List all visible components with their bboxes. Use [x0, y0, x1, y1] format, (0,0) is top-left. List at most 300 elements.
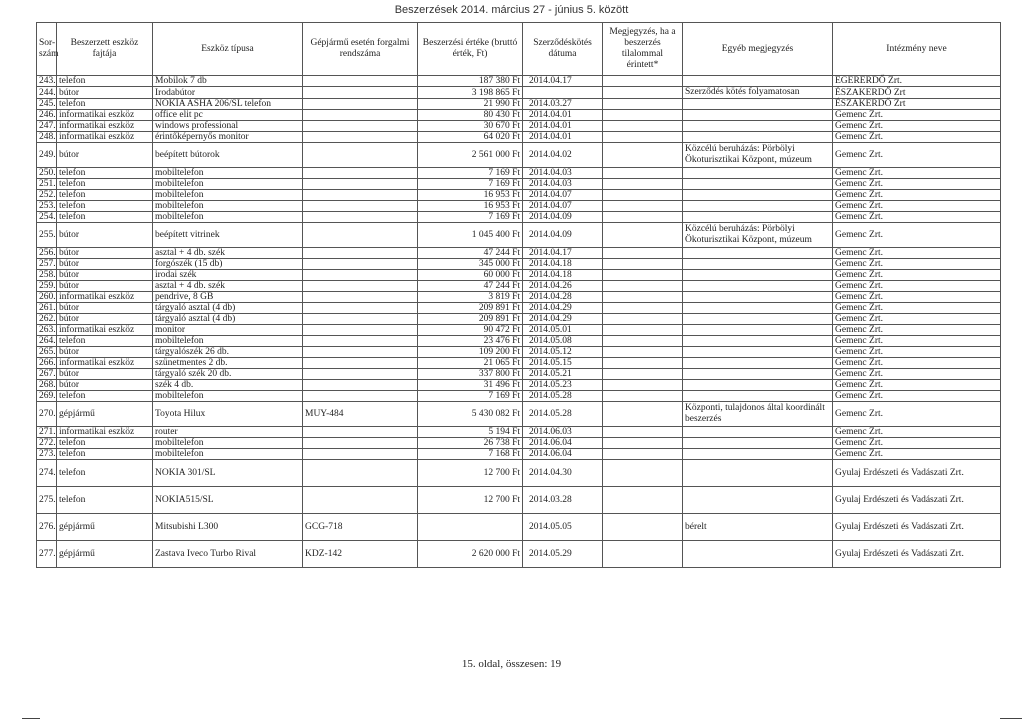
row-restriction-note [603, 514, 683, 541]
row-contract-date: 2014.04.18 [523, 259, 603, 270]
row-restriction-note [603, 259, 683, 270]
row-number: 265. [37, 347, 57, 358]
row-device-type: szék 4 db. [153, 380, 303, 391]
row-device-type: érintőképernyős monitor [153, 132, 303, 143]
table-row [37, 201, 1001, 212]
row-asset-type: gépjármű [57, 541, 153, 568]
row-number: 245. [37, 99, 57, 110]
row-contract-date: 2014.04.09 [523, 223, 603, 248]
row-value: 209 891 Ft [418, 314, 523, 325]
row-restriction-note [603, 347, 683, 358]
row-device-type: asztal + 4 db. szék [153, 248, 303, 259]
row-plate [303, 303, 418, 314]
row-device-type: mobiltelefon [153, 168, 303, 179]
row-restriction-note [603, 292, 683, 303]
row-restriction-note [603, 212, 683, 223]
row-contract-date: 2014.05.05 [523, 514, 603, 541]
header-megjegyzes: Megjegyzés, ha a beszerzés tilalommal érintett* [603, 23, 683, 76]
row-other-note [683, 487, 833, 514]
row-institution: Gemenc Zrt. [833, 212, 1001, 223]
row-asset-type: telefon [57, 336, 153, 347]
row-number: 261. [37, 303, 57, 314]
table-row [37, 270, 1001, 281]
row-other-note [683, 248, 833, 259]
row-device-type: irodai szék [153, 270, 303, 281]
row-plate [303, 487, 418, 514]
row-other-note: Szerződés kötés folyamatosan [683, 87, 833, 99]
row-number: 273. [37, 449, 57, 460]
row-device-type: mobiltelefon [153, 449, 303, 460]
row-institution: Gemenc Zrt. [833, 325, 1001, 336]
row-institution: Gemenc Zrt. [833, 314, 1001, 325]
table-row [37, 259, 1001, 270]
row-institution: EGERERDŐ Zrt. [833, 76, 1001, 87]
row-asset-type: informatikai eszköz [57, 121, 153, 132]
row-number: 247. [37, 121, 57, 132]
table-row [37, 168, 1001, 179]
row-restriction-note [603, 168, 683, 179]
row-plate [303, 190, 418, 201]
row-institution: Gyulaj Erdészeti és Vadászati Zrt. [833, 514, 1001, 541]
row-restriction-note [603, 391, 683, 402]
row-restriction-note [603, 223, 683, 248]
row-other-note [683, 460, 833, 487]
row-device-type: monitor [153, 325, 303, 336]
row-device-type: Mitsubishi L300 [153, 514, 303, 541]
row-institution: Gemenc Zrt. [833, 143, 1001, 168]
row-other-note [683, 325, 833, 336]
row-institution: Gemenc Zrt. [833, 132, 1001, 143]
row-asset-type: telefon [57, 201, 153, 212]
row-value: 2 561 000 Ft [418, 143, 523, 168]
row-value: 5 194 Ft [418, 427, 523, 438]
row-device-type: Mobilok 7 db [153, 76, 303, 87]
row-plate [303, 380, 418, 391]
row-device-type: Irodabútor [153, 87, 303, 99]
row-number: 263. [37, 325, 57, 336]
row-value: 16 953 Ft [418, 190, 523, 201]
row-other-note [683, 190, 833, 201]
row-asset-type: telefon [57, 449, 153, 460]
row-device-type: NOKIA515/SL [153, 487, 303, 514]
row-device-type: mobiltelefon [153, 391, 303, 402]
row-other-note [683, 201, 833, 212]
row-institution: Gemenc Zrt. [833, 281, 1001, 292]
row-asset-type: telefon [57, 190, 153, 201]
row-asset-type: bútor [57, 259, 153, 270]
row-asset-type: bútor [57, 303, 153, 314]
row-value: 12 700 Ft [418, 487, 523, 514]
row-restriction-note [603, 281, 683, 292]
row-device-type: szünetmentes 2 db. [153, 358, 303, 369]
row-device-type: tárgyaló asztal (4 db) [153, 303, 303, 314]
row-institution: Gemenc Zrt. [833, 438, 1001, 449]
row-asset-type: telefon [57, 212, 153, 223]
row-plate [303, 248, 418, 259]
row-asset-type: telefon [57, 99, 153, 110]
row-restriction-note [603, 132, 683, 143]
row-number: 256. [37, 248, 57, 259]
row-plate [303, 201, 418, 212]
row-plate: KDZ-142 [303, 541, 418, 568]
row-contract-date: 2014.04.03 [523, 179, 603, 190]
row-institution: Gemenc Zrt. [833, 391, 1001, 402]
row-plate [303, 143, 418, 168]
row-contract-date: 2014.05.21 [523, 369, 603, 380]
row-institution: Gemenc Zrt. [833, 168, 1001, 179]
row-other-note [683, 427, 833, 438]
row-other-note [683, 132, 833, 143]
row-other-note: bérelt [683, 514, 833, 541]
row-contract-date: 2014.04.02 [523, 143, 603, 168]
row-restriction-note [603, 110, 683, 121]
row-device-type: NOKIA 301/SL [153, 460, 303, 487]
edge-mark-right [1000, 718, 1022, 719]
row-contract-date [523, 87, 603, 99]
row-restriction-note [603, 76, 683, 87]
row-number: 264. [37, 336, 57, 347]
table-row [37, 541, 1001, 568]
row-restriction-note [603, 336, 683, 347]
row-institution: Gemenc Zrt. [833, 427, 1001, 438]
header-egyeb: Egyéb megjegyzés [683, 23, 833, 76]
row-value: 7 169 Ft [418, 179, 523, 190]
row-asset-type: telefon [57, 438, 153, 449]
table-row [37, 99, 1001, 110]
row-other-note [683, 347, 833, 358]
row-restriction-note [603, 402, 683, 427]
table-row [37, 132, 1001, 143]
row-other-note [683, 380, 833, 391]
row-plate [303, 168, 418, 179]
row-asset-type: bútor [57, 270, 153, 281]
row-asset-type: informatikai eszköz [57, 358, 153, 369]
row-value: 12 700 Ft [418, 460, 523, 487]
row-value: 23 476 Ft [418, 336, 523, 347]
row-restriction-note [603, 325, 683, 336]
table-header [37, 23, 1001, 76]
row-asset-type: informatikai eszköz [57, 325, 153, 336]
row-plate [303, 76, 418, 87]
row-institution: Gemenc Zrt. [833, 179, 1001, 190]
row-number: 252. [37, 190, 57, 201]
row-restriction-note [603, 143, 683, 168]
row-plate [303, 87, 418, 99]
row-device-type: mobiltelefon [153, 190, 303, 201]
row-plate [303, 110, 418, 121]
table-row [37, 427, 1001, 438]
row-restriction-note [603, 358, 683, 369]
table-row [37, 325, 1001, 336]
row-institution: Gyulaj Erdészeti és Vadászati Zrt. [833, 460, 1001, 487]
row-contract-date: 2014.04.17 [523, 248, 603, 259]
row-asset-type: bútor [57, 223, 153, 248]
header-sor: Sor-szám [37, 23, 57, 76]
row-device-type: mobiltelefon [153, 179, 303, 190]
row-plate [303, 212, 418, 223]
table-row [37, 487, 1001, 514]
row-plate [303, 347, 418, 358]
header-ertek: Beszerzési értéke (bruttó érték, Ft) [418, 23, 523, 76]
row-contract-date: 2014.04.18 [523, 270, 603, 281]
table-row [37, 380, 1001, 391]
row-restriction-note [603, 314, 683, 325]
procurement-table [36, 22, 1001, 568]
row-plate: MUY-484 [303, 402, 418, 427]
row-plate [303, 449, 418, 460]
row-other-note [683, 168, 833, 179]
row-institution: Gemenc Zrt. [833, 190, 1001, 201]
row-value: 31 496 Ft [418, 380, 523, 391]
row-plate [303, 427, 418, 438]
row-device-type: Toyota Hilux [153, 402, 303, 427]
row-restriction-note [603, 179, 683, 190]
table-row [37, 347, 1001, 358]
row-plate [303, 438, 418, 449]
row-value: 337 800 Ft [418, 369, 523, 380]
row-device-type: NOKIA ASHA 206/SL telefon [153, 99, 303, 110]
row-contract-date: 2014.05.15 [523, 358, 603, 369]
row-number: 262. [37, 314, 57, 325]
row-institution: Gemenc Zrt. [833, 369, 1001, 380]
row-institution: Gemenc Zrt. [833, 201, 1001, 212]
row-plate [303, 259, 418, 270]
row-contract-date: 2014.05.28 [523, 391, 603, 402]
row-value: 7 169 Ft [418, 391, 523, 402]
row-plate [303, 281, 418, 292]
row-restriction-note [603, 541, 683, 568]
table-row [37, 438, 1001, 449]
row-number: 269. [37, 391, 57, 402]
row-device-type: mobiltelefon [153, 212, 303, 223]
row-plate [303, 325, 418, 336]
row-restriction-note [603, 460, 683, 487]
row-contract-date: 2014.06.04 [523, 449, 603, 460]
row-contract-date: 2014.03.28 [523, 487, 603, 514]
row-number: 243. [37, 76, 57, 87]
row-contract-date: 2014.05.12 [523, 347, 603, 358]
row-value: 3 819 Ft [418, 292, 523, 303]
row-contract-date: 2014.05.08 [523, 336, 603, 347]
row-number: 272. [37, 438, 57, 449]
row-number: 257. [37, 259, 57, 270]
row-asset-type: bútor [57, 248, 153, 259]
table-row [37, 514, 1001, 541]
row-other-note: Közcélú beruházás: Pörbölyi Ökoturisztikai Központ, múzeum [683, 143, 833, 168]
row-plate [303, 460, 418, 487]
row-plate [303, 223, 418, 248]
row-asset-type: telefon [57, 179, 153, 190]
row-other-note [683, 303, 833, 314]
row-other-note [683, 449, 833, 460]
table-row [37, 292, 1001, 303]
row-number: 244. [37, 87, 57, 99]
row-number: 277. [37, 541, 57, 568]
row-number: 259. [37, 281, 57, 292]
row-institution: ÉSZAKERDŐ Zrt [833, 99, 1001, 110]
row-value: 345 000 Ft [418, 259, 523, 270]
row-institution: Gemenc Zrt. [833, 347, 1001, 358]
row-institution: Gemenc Zrt. [833, 449, 1001, 460]
row-asset-type: bútor [57, 87, 153, 99]
row-value: 7 168 Ft [418, 449, 523, 460]
row-other-note: Központi, tulajdonos által koordinált beszerzés [683, 402, 833, 427]
row-asset-type: bútor [57, 314, 153, 325]
row-plate [303, 336, 418, 347]
row-restriction-note [603, 438, 683, 449]
row-restriction-note [603, 201, 683, 212]
row-plate [303, 314, 418, 325]
table-row [37, 391, 1001, 402]
row-asset-type: telefon [57, 460, 153, 487]
row-number: 267. [37, 369, 57, 380]
row-institution: Gyulaj Erdészeti és Vadászati Zrt. [833, 541, 1001, 568]
row-value: 30 670 Ft [418, 121, 523, 132]
row-device-type: beépített vitrinek [153, 223, 303, 248]
table-row [37, 460, 1001, 487]
row-institution: Gemenc Zrt. [833, 248, 1001, 259]
row-institution: ÉSZAKERDŐ Zrt [833, 87, 1001, 99]
row-other-note [683, 541, 833, 568]
header-tipus: Eszköz típusa [153, 23, 303, 76]
row-contract-date: 2014.04.17 [523, 76, 603, 87]
row-value: 7 169 Ft [418, 168, 523, 179]
table-row [37, 121, 1001, 132]
row-value: 90 472 Ft [418, 325, 523, 336]
row-number: 268. [37, 380, 57, 391]
row-other-note [683, 438, 833, 449]
row-plate [303, 391, 418, 402]
table-row [37, 369, 1001, 380]
row-asset-type: informatikai eszköz [57, 292, 153, 303]
row-value: 3 198 865 Ft [418, 87, 523, 99]
row-institution: Gemenc Zrt. [833, 380, 1001, 391]
header-rendszam: Gépjármű esetén forgalmi rendszáma [303, 23, 418, 76]
row-institution: Gemenc Zrt. [833, 270, 1001, 281]
row-restriction-note [603, 248, 683, 259]
row-plate [303, 358, 418, 369]
row-restriction-note [603, 303, 683, 314]
row-value: 21 990 Ft [418, 99, 523, 110]
row-asset-type: bútor [57, 369, 153, 380]
row-number: 251. [37, 179, 57, 190]
row-value: 60 000 Ft [418, 270, 523, 281]
table-row [37, 358, 1001, 369]
row-number: 250. [37, 168, 57, 179]
table-row [37, 303, 1001, 314]
row-value: 80 430 Ft [418, 110, 523, 121]
row-contract-date: 2014.04.03 [523, 168, 603, 179]
table-row [37, 449, 1001, 460]
row-contract-date: 2014.04.26 [523, 281, 603, 292]
row-institution: Gemenc Zrt. [833, 110, 1001, 121]
header-datum: Szerződéskötés dátuma [523, 23, 603, 76]
row-contract-date: 2014.04.07 [523, 201, 603, 212]
row-other-note [683, 336, 833, 347]
table-row [37, 314, 1001, 325]
row-value [418, 514, 523, 541]
row-value: 2 620 000 Ft [418, 541, 523, 568]
row-other-note [683, 212, 833, 223]
row-number: 260. [37, 292, 57, 303]
row-contract-date: 2014.05.01 [523, 325, 603, 336]
row-restriction-note [603, 121, 683, 132]
row-number: 246. [37, 110, 57, 121]
row-other-note [683, 314, 833, 325]
header-fajta: Beszerzett eszköz fajtája [57, 23, 153, 76]
header-intezmeny: Intézmény neve [833, 23, 1001, 76]
row-asset-type: bútor [57, 380, 153, 391]
row-value: 21 065 Ft [418, 358, 523, 369]
row-value: 109 200 Ft [418, 347, 523, 358]
row-institution: Gemenc Zrt. [833, 259, 1001, 270]
row-contract-date: 2014.04.30 [523, 460, 603, 487]
table-row [37, 248, 1001, 259]
row-asset-type: telefon [57, 76, 153, 87]
row-institution: Gemenc Zrt. [833, 223, 1001, 248]
row-restriction-note [603, 190, 683, 201]
row-number: 266. [37, 358, 57, 369]
row-value: 64 020 Ft [418, 132, 523, 143]
row-contract-date: 2014.06.04 [523, 438, 603, 449]
row-value: 16 953 Ft [418, 201, 523, 212]
row-other-note [683, 281, 833, 292]
row-number: 248. [37, 132, 57, 143]
row-asset-type: informatikai eszköz [57, 110, 153, 121]
row-number: 255. [37, 223, 57, 248]
row-asset-type: gépjármű [57, 514, 153, 541]
row-restriction-note [603, 380, 683, 391]
row-device-type: tárgyalószék 26 db. [153, 347, 303, 358]
row-asset-type: bútor [57, 347, 153, 358]
row-value: 47 244 Ft [418, 248, 523, 259]
row-asset-type: gépjármű [57, 402, 153, 427]
row-contract-date: 2014.04.01 [523, 121, 603, 132]
row-device-type: mobiltelefon [153, 336, 303, 347]
table-row [37, 143, 1001, 168]
table-row [37, 110, 1001, 121]
table-row [37, 336, 1001, 347]
row-contract-date: 2014.04.07 [523, 190, 603, 201]
row-plate [303, 99, 418, 110]
row-plate [303, 121, 418, 132]
row-asset-type: telefon [57, 487, 153, 514]
row-value: 1 045 400 Ft [418, 223, 523, 248]
row-other-note [683, 121, 833, 132]
row-restriction-note [603, 369, 683, 380]
row-asset-type: informatikai eszköz [57, 132, 153, 143]
row-plate [303, 132, 418, 143]
row-contract-date: 2014.06.03 [523, 427, 603, 438]
row-device-type: beépített bútorok [153, 143, 303, 168]
row-contract-date: 2014.04.01 [523, 132, 603, 143]
row-other-note [683, 259, 833, 270]
row-restriction-note [603, 270, 683, 281]
row-value: 47 244 Ft [418, 281, 523, 292]
row-number: 274. [37, 460, 57, 487]
row-contract-date: 2014.04.01 [523, 110, 603, 121]
row-value: 5 430 082 Ft [418, 402, 523, 427]
row-institution: Gemenc Zrt. [833, 358, 1001, 369]
row-contract-date: 2014.05.23 [523, 380, 603, 391]
row-value: 187 380 Ft [418, 76, 523, 87]
row-contract-date: 2014.04.09 [523, 212, 603, 223]
row-restriction-note [603, 487, 683, 514]
row-number: 249. [37, 143, 57, 168]
row-institution: Gemenc Zrt. [833, 121, 1001, 132]
row-other-note [683, 76, 833, 87]
row-asset-type: bútor [57, 281, 153, 292]
